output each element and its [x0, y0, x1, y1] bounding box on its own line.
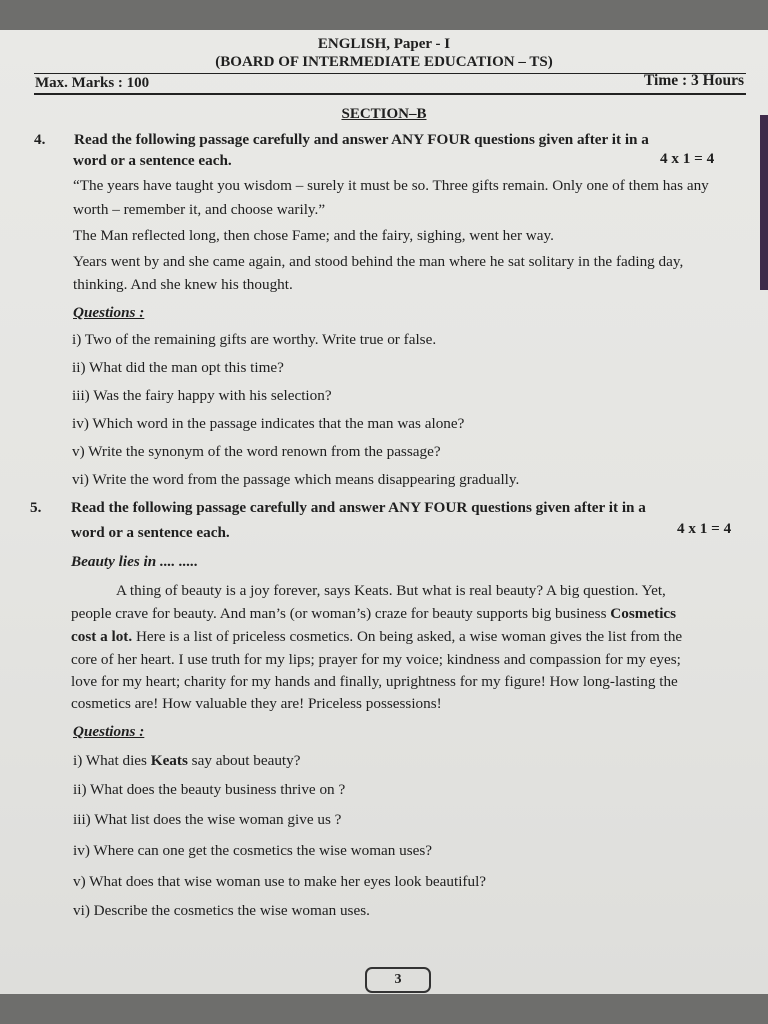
board-name: (BOARD OF INTERMEDIATE EDUCATION – TS) — [215, 54, 553, 70]
q5-marks: 4 x 1 = 4 — [677, 520, 732, 537]
page-number: 3 — [394, 972, 402, 987]
header-rule-top — [34, 73, 746, 74]
q5-question: v) What does that wise woman use to make her eyes look beautiful? — [73, 873, 487, 890]
q5-question: iv) Where can one get the cosmetics the wise woman uses? — [73, 842, 433, 859]
q5-questions-label: Questions : — [73, 723, 145, 740]
q5-passage-text: Here is a list of priceless cosmetics. On being asked, a wise woman gives the list from the — [132, 628, 683, 645]
exam-page — [0, 30, 768, 994]
q4-passage-line: “The years have taught you wisdom – surely it must be so. Three gifts remain. Only one of them has any — [73, 177, 709, 194]
q4-passage-line: The Man reflected long, then chose Fame; and the fairy, sighing, went her way. — [73, 227, 554, 244]
q5-passage-title: Beauty lies in .... ..... — [71, 553, 198, 570]
q5-question: iii) What list does the wise woman give us ? — [73, 811, 342, 828]
q5-question: vi) Describe the cosmetics the wise woman uses. — [73, 902, 370, 919]
q4-marks: 4 x 1 = 4 — [660, 150, 715, 167]
q5-passage-line — [71, 605, 676, 623]
q4-question: ii) What did the man opt this time? — [72, 359, 284, 376]
q5-passage-line: love for my heart; charity for my hands and finally, uprightness for my figure! How long-lasting the — [71, 673, 678, 690]
q5-question-bold: Keats — [150, 752, 188, 769]
q5-instruction-cont: word or a sentence each. — [71, 524, 230, 541]
q4-question: iii) Was the fairy happy with his selection? — [72, 387, 332, 404]
q5-passage-text: people crave for beauty. And man’s (or woman’s) craze for beauty supports big business — [71, 605, 611, 622]
q4-question: i) Two of the remaining gifts are worthy. Write true or false. — [72, 331, 437, 348]
q5-passage-line: A thing of beauty is a joy forever, says Keats. But what is real beauty? A big question. Yet, — [116, 582, 666, 599]
q5-passage-line — [71, 628, 682, 646]
q4-question: v) Write the synonym of the word renown from the passage? — [72, 443, 441, 460]
section-heading: SECTION–B — [341, 106, 427, 122]
q5-passage-line: core of her heart. I use truth for my lips; prayer for my voice; kindness and compassion for my eyes; — [71, 651, 681, 668]
header-rule-bottom — [34, 93, 746, 95]
q4-instruction-cont: word or a sentence each. — [73, 152, 232, 169]
q4-passage-line: thinking. And she knew his thought. — [73, 276, 293, 293]
q5-passage-line: cosmetics are! How valuable they are! Priceless possessions! — [71, 695, 442, 712]
page-number-box — [365, 967, 431, 993]
q4-passage-line: Years went by and she came again, and stood behind the man where he sat solitary in the fading day, — [73, 253, 684, 270]
max-marks: Max. Marks : 100 — [35, 75, 150, 91]
adjacent-sheet-edge — [760, 115, 768, 290]
q4-instruction: Read the following passage carefully and answer ANY FOUR questions given after it in a — [74, 131, 649, 148]
q4-question: vi) Write the word from the passage which means disappearing gradually. — [72, 471, 520, 488]
q5-instruction: Read the following passage carefully and answer ANY FOUR questions given after it in a — [71, 499, 646, 516]
q5-question: ii) What does the beauty business thrive on ? — [73, 781, 346, 798]
paper-title: ENGLISH, Paper - I — [317, 36, 451, 52]
q5-question-text: i) What dies — [73, 752, 151, 769]
q5-question — [73, 752, 300, 770]
time-limit: Time : 3 Hours — [643, 72, 744, 89]
q5-question-text: say about beauty? — [187, 752, 301, 769]
q4-question: iv) Which word in the passage indicates that the man was alone? — [72, 415, 465, 432]
q4-number: 4. — [34, 131, 46, 148]
q5-number: 5. — [30, 499, 42, 516]
q5-passage-bold: cost a lot. — [71, 628, 133, 645]
q4-passage-line: worth – remember it, and choose warily.” — [73, 201, 326, 218]
q5-passage-bold: Cosmetics — [610, 605, 677, 622]
q4-questions-label: Questions : — [73, 304, 145, 321]
